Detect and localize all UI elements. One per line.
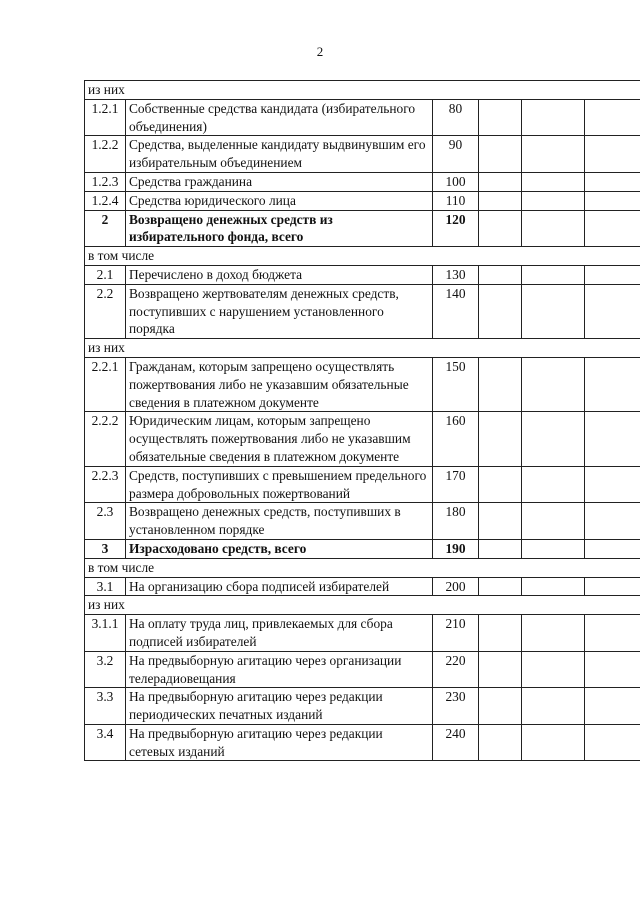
subheader-text: в том числе — [85, 558, 640, 577]
row-number: 2.2.1 — [85, 357, 126, 411]
empty-value-cell — [522, 357, 585, 411]
row-number: 2 — [85, 210, 126, 247]
empty-value-cell — [479, 651, 522, 688]
row-name: Юридическим лицам, которым запрещено осуществлять пожертвования либо не указавшим обязательные сведения в платежном документе — [126, 412, 433, 466]
empty-value-cell — [585, 724, 640, 761]
page-number: 2 — [316, 44, 324, 59]
row-number: 2.3 — [85, 503, 126, 540]
row-name: На оплату труда лиц, привлекаемых для сбора подписей избирателей — [126, 615, 433, 652]
empty-value-cell — [522, 191, 585, 210]
empty-value-cell — [479, 191, 522, 210]
empty-value-cell — [585, 99, 640, 136]
empty-value-cell — [585, 577, 640, 596]
table-row — [85, 412, 640, 466]
financial-report-table — [84, 80, 640, 761]
row-name: На организацию сбора подписей избирателей — [126, 577, 433, 596]
row-number: 1.2.1 — [85, 99, 126, 136]
row-name: Средства юридического лица — [126, 191, 433, 210]
empty-value-cell — [479, 688, 522, 725]
empty-value-cell — [522, 688, 585, 725]
row-number: 1.2.4 — [85, 191, 126, 210]
empty-value-cell — [479, 724, 522, 761]
row-code: 200 — [433, 577, 479, 596]
table-row — [85, 357, 640, 411]
row-number: 3.1.1 — [85, 615, 126, 652]
empty-value-cell — [585, 466, 640, 503]
row-name: На предвыборную агитацию через редакции периодических печатных изданий — [126, 688, 433, 725]
empty-value-cell — [522, 503, 585, 540]
row-name: Перечислено в доход бюджета — [126, 265, 433, 284]
empty-value-cell — [585, 688, 640, 725]
table-row — [85, 688, 640, 725]
row-number: 2.2.3 — [85, 466, 126, 503]
row-number: 3.2 — [85, 651, 126, 688]
empty-value-cell — [479, 412, 522, 466]
subheader-text: в том числе — [85, 247, 640, 266]
empty-value-cell — [585, 503, 640, 540]
empty-value-cell — [522, 136, 585, 173]
row-name: Средств, поступивших с превышением предельного размера добровольных пожертвований — [126, 466, 433, 503]
empty-value-cell — [585, 357, 640, 411]
row-name: Возвращено жертвователям денежных средств, поступивших с нарушением установленного порядка — [126, 284, 433, 338]
empty-value-cell — [585, 210, 640, 247]
row-name: На предвыборную агитацию через организации телерадиовещания — [126, 651, 433, 688]
table-row — [85, 577, 640, 596]
row-number: 2.2 — [85, 284, 126, 338]
table-row — [85, 466, 640, 503]
row-code: 170 — [433, 466, 479, 503]
row-number: 3 — [85, 539, 126, 558]
row-code: 140 — [433, 284, 479, 338]
empty-value-cell — [479, 615, 522, 652]
empty-value-cell — [522, 577, 585, 596]
subheader-text: из них — [85, 81, 640, 100]
row-number: 3.4 — [85, 724, 126, 761]
row-name: На предвыборную агитацию через редакции сетевых изданий — [126, 724, 433, 761]
row-number: 1.2.2 — [85, 136, 126, 173]
empty-value-cell — [522, 466, 585, 503]
table-row — [85, 265, 640, 284]
empty-value-cell — [479, 577, 522, 596]
empty-value-cell — [522, 724, 585, 761]
row-code: 160 — [433, 412, 479, 466]
row-name: Возвращено денежных средств из избирательного фонда, всего — [126, 210, 433, 247]
empty-value-cell — [522, 172, 585, 191]
empty-value-cell — [585, 265, 640, 284]
empty-value-cell — [585, 172, 640, 191]
empty-value-cell — [479, 539, 522, 558]
empty-value-cell — [479, 466, 522, 503]
row-name: Возвращено денежных средств, поступивших в установленном порядке — [126, 503, 433, 540]
row-code: 210 — [433, 615, 479, 652]
row-code: 100 — [433, 172, 479, 191]
empty-value-cell — [522, 265, 585, 284]
table-row — [85, 191, 640, 210]
subheader-text: из них — [85, 596, 640, 615]
empty-value-cell — [479, 99, 522, 136]
row-code: 130 — [433, 265, 479, 284]
subheader-row — [85, 558, 640, 577]
table-row — [85, 503, 640, 540]
subheader-text: из них — [85, 339, 640, 358]
table-row — [85, 172, 640, 191]
row-number: 2.2.2 — [85, 412, 126, 466]
row-code: 190 — [433, 539, 479, 558]
row-name: Средства, выделенные кандидату выдвинувшим его избирательным объединением — [126, 136, 433, 173]
empty-value-cell — [522, 412, 585, 466]
subheader-row — [85, 81, 640, 100]
empty-value-cell — [479, 265, 522, 284]
row-code: 150 — [433, 357, 479, 411]
row-number: 3.3 — [85, 688, 126, 725]
row-number: 1.2.3 — [85, 172, 126, 191]
empty-value-cell — [585, 412, 640, 466]
empty-value-cell — [479, 210, 522, 247]
row-name: Израсходовано средств, всего — [126, 539, 433, 558]
subheader-row — [85, 247, 640, 266]
empty-value-cell — [479, 503, 522, 540]
empty-value-cell — [585, 539, 640, 558]
table-row — [85, 651, 640, 688]
subheader-row — [85, 596, 640, 615]
row-number: 2.1 — [85, 265, 126, 284]
row-code: 220 — [433, 651, 479, 688]
empty-value-cell — [585, 284, 640, 338]
row-name: Собственные средства кандидата (избирательного объединения) — [126, 99, 433, 136]
empty-value-cell — [522, 539, 585, 558]
empty-value-cell — [522, 615, 585, 652]
empty-value-cell — [522, 284, 585, 338]
empty-value-cell — [522, 210, 585, 247]
row-code: 90 — [433, 136, 479, 173]
subheader-row — [85, 339, 640, 358]
table-row — [85, 284, 640, 338]
table-row — [85, 210, 640, 247]
table-row — [85, 724, 640, 761]
empty-value-cell — [522, 651, 585, 688]
row-code: 120 — [433, 210, 479, 247]
row-name: Средства гражданина — [126, 172, 433, 191]
table-row — [85, 615, 640, 652]
empty-value-cell — [479, 357, 522, 411]
row-code: 110 — [433, 191, 479, 210]
row-code: 80 — [433, 99, 479, 136]
empty-value-cell — [585, 615, 640, 652]
row-code: 240 — [433, 724, 479, 761]
empty-value-cell — [585, 136, 640, 173]
row-code: 180 — [433, 503, 479, 540]
row-name: Гражданам, которым запрещено осуществлять пожертвования либо не указавшим обязательные сведения в платежном документе — [126, 357, 433, 411]
table-row — [85, 99, 640, 136]
row-code: 230 — [433, 688, 479, 725]
empty-value-cell — [585, 651, 640, 688]
table-row — [85, 539, 640, 558]
table-row — [85, 136, 640, 173]
empty-value-cell — [522, 99, 585, 136]
empty-value-cell — [585, 191, 640, 210]
empty-value-cell — [479, 172, 522, 191]
row-number: 3.1 — [85, 577, 126, 596]
empty-value-cell — [479, 136, 522, 173]
empty-value-cell — [479, 284, 522, 338]
